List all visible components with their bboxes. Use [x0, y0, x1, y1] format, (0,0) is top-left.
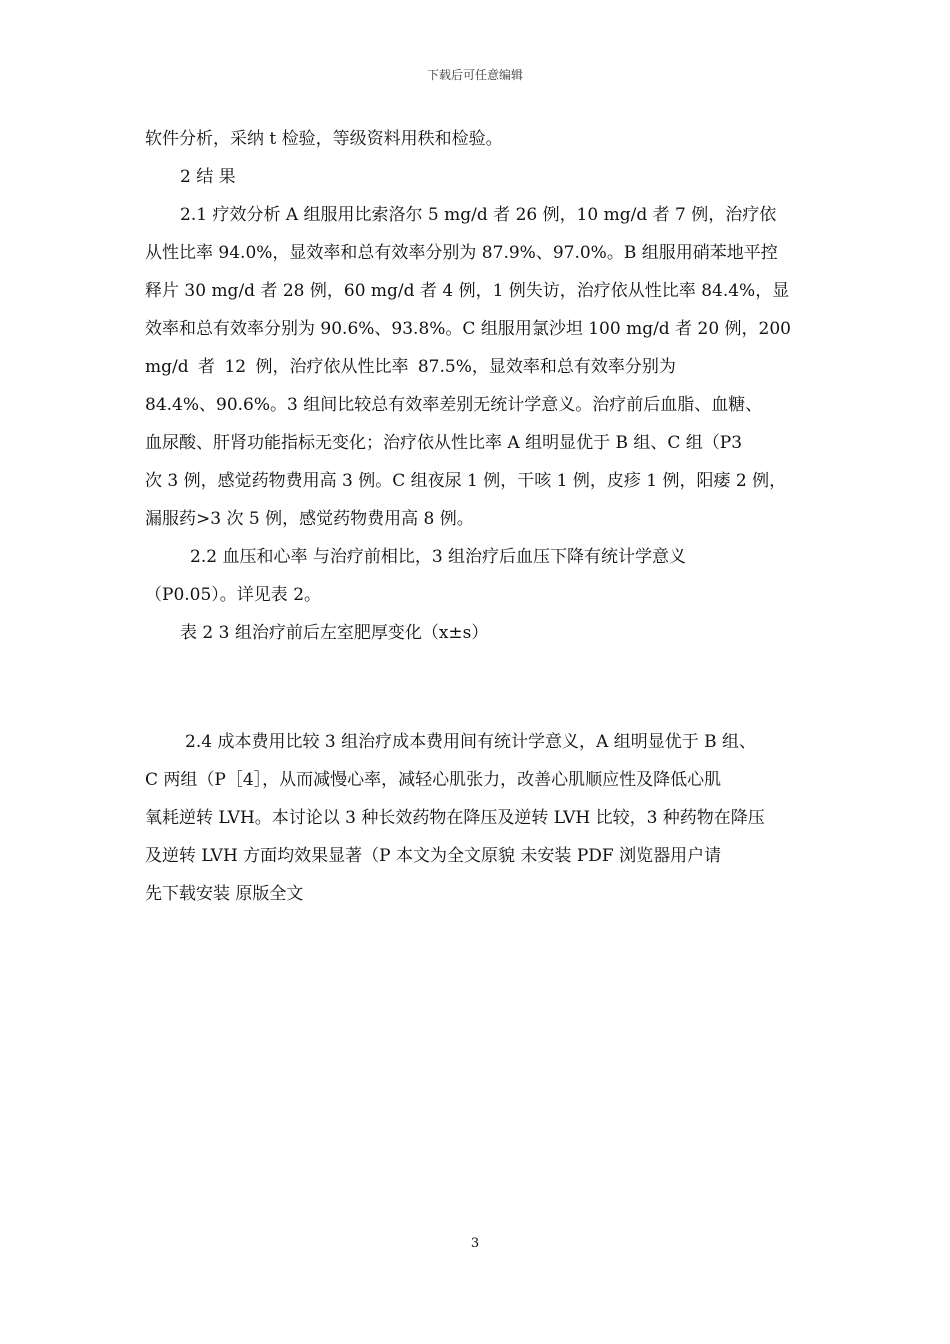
table-caption: 表 2 3 组治疗前后左室肥厚变化（x±s）	[180, 623, 489, 643]
page-number: 3	[470, 1236, 480, 1251]
body-line: C 两组（P［4］，从而减慢心率，减轻心肌张力，改善心肌顺应性及降低心肌	[145, 770, 722, 790]
section-heading: 2 结 果	[180, 167, 236, 187]
body-line: 软件分析，采纳 t 检验，等级资料用秩和检验。	[145, 129, 503, 149]
body-line: 效率和总有效率分别为 90.6%、93.8%。C 组服用氯沙坦 100 mg/d 者 20 例，200	[145, 319, 791, 339]
body-line: 2.1 疗效分析 A 组服用比索洛尔 5 mg/d 者 26 例，10 mg/d 者 7 例，治疗依	[180, 205, 777, 225]
page-header: 下载后可任意编辑	[426, 68, 523, 82]
body-line: 从性比率 94.0%，显效率和总有效率分别为 87.9%、97.0%。B 组服用硝苯地平控	[145, 243, 778, 263]
body-line: 84.4%、90.6%。3 组间比较总有效率差别无统计学意义。治疗前后血脂、血糖、	[145, 395, 763, 415]
body-line: 氧耗逆转 LVH。本讨论以 3 种长效药物在降压及逆转 LVH 比较，3 种药物在降压	[145, 808, 765, 828]
body-line: 及逆转 LVH 方面均效果显著（P 本文为全文原貌 未安装 PDF 浏览器用户请	[145, 846, 722, 866]
body-line: 漏服药>3 次 5 例，感觉药物费用高 8 例。	[145, 509, 474, 529]
body-line: 释片 30 mg/d 者 28 例，60 mg/d 者 4 例，1 例失访，治疗依从性比率 84.4%，显	[145, 281, 790, 301]
body-line: 次 3 例，感觉药物费用高 3 例。C 组夜尿 1 例，干咳 1 例，皮疹 1 例，阳痿 2 例，	[145, 471, 787, 491]
body-line: 2.2 血压和心率 与治疗前相比，3 组治疗后血压下降有统计学意义	[190, 547, 687, 567]
body-line: mg/d 者 12 例，治疗依从性比率 87.5%，显效率和总有效率分别为	[145, 357, 676, 377]
body-line: （P0.05）。详见表 2。	[145, 585, 322, 605]
body-line: 2.4 成本费用比较 3 组治疗成本费用间有统计学意义，A 组明显优于 B 组、	[185, 732, 757, 752]
body-line: 血尿酸、肝肾功能指标无变化；治疗依从性比率 A 组明显优于 B 组、C 组（P3	[145, 433, 743, 453]
body-line: 先下载安装 原版全文	[145, 884, 304, 904]
